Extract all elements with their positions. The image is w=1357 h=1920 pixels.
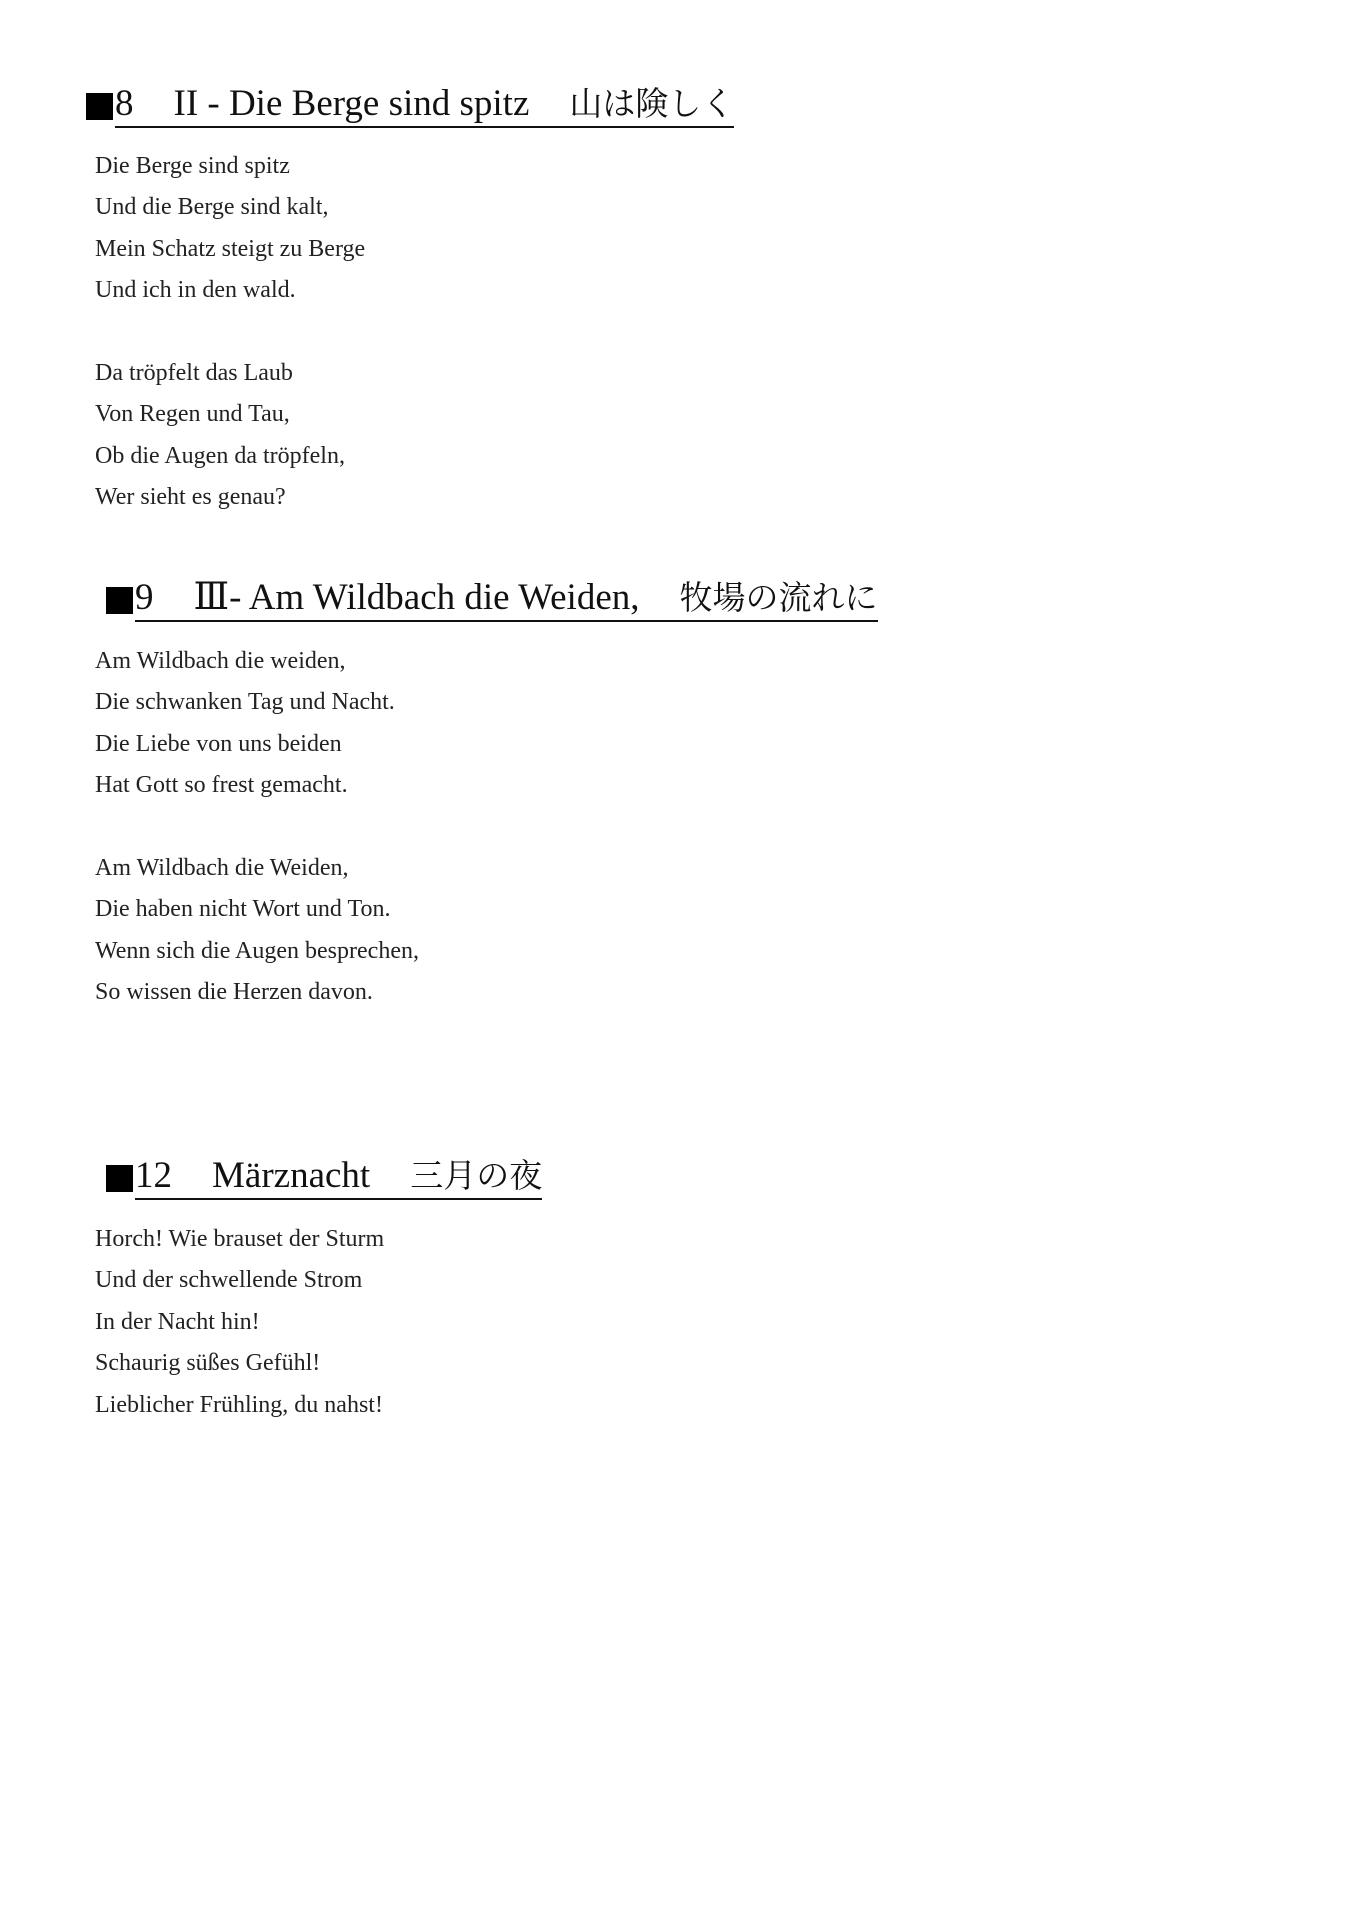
verse-line: Wer sieht es genau?: [95, 484, 286, 511]
verse-line: Und die Berge sind kalt,: [95, 194, 329, 221]
heading-underlined: [135, 578, 878, 622]
verse-line: Und ich in den wald.: [95, 277, 296, 304]
verse-block: [95, 641, 419, 1014]
section-title: Ⅲ- Am Wildbach die Weiden,: [193, 577, 640, 618]
section-number: 9: [135, 577, 154, 618]
verse-line: Da tröpfelt das Laub: [95, 360, 293, 387]
section-title-japanese: 三月の夜: [410, 1156, 543, 1195]
heading-underlined: [115, 84, 734, 128]
section-title: Märznacht: [212, 1155, 371, 1196]
section-title: II - Die Berge sind spitz: [173, 83, 530, 124]
section-title-japanese: 牧場の流れに: [679, 578, 878, 617]
verse-line: Ob die Augen da tröpfeln,: [95, 442, 345, 469]
verse-line: Schaurig süßes Gefühl!: [95, 1350, 321, 1377]
verse-line: Am Wildbach die weiden,: [95, 648, 346, 674]
verse-line: Wenn sich die Augen besprechen,: [95, 937, 419, 964]
verse-line: Mein Schatz steigt zu Berge: [95, 235, 366, 262]
black-square-icon: [86, 93, 113, 120]
verse-line: Hat Gott so frest gemacht.: [95, 772, 348, 799]
section-heading: [86, 84, 734, 128]
black-square-icon: [106, 1165, 133, 1192]
stanza-break: [95, 312, 365, 353]
section-title-japanese: 山は険しく: [569, 84, 735, 123]
verse-line: Lieblicher Frühling, du nahst!: [95, 1391, 383, 1418]
heading-underlined: [135, 1156, 542, 1200]
verse-line: So wissen die Herzen davon.: [95, 979, 373, 1006]
section-number: 12: [135, 1155, 172, 1196]
section-heading: [106, 578, 878, 622]
black-square-icon: [106, 587, 133, 614]
section-number: 8: [115, 83, 134, 124]
verse-block: [95, 146, 365, 519]
verse-line: Die Berge sind spitz: [95, 153, 290, 179]
verse-line: Die Liebe von uns beiden: [95, 730, 342, 757]
verse-line: Von Regen und Tau,: [95, 401, 290, 428]
section-heading: [106, 1156, 542, 1200]
verse-line: Die schwanken Tag und Nacht.: [95, 689, 395, 716]
verse-line: Am Wildbach die Weiden,: [95, 855, 349, 882]
verse-line: Die haben nicht Wort und Ton.: [95, 896, 391, 923]
verse-line: In der Nacht hin!: [95, 1308, 260, 1335]
stanza-break: [95, 807, 419, 848]
verse-line: Horch! Wie brauset der Sturm: [95, 1226, 385, 1252]
verse-block: [95, 1219, 384, 1426]
verse-line: Und der schwellende Strom: [95, 1267, 363, 1294]
